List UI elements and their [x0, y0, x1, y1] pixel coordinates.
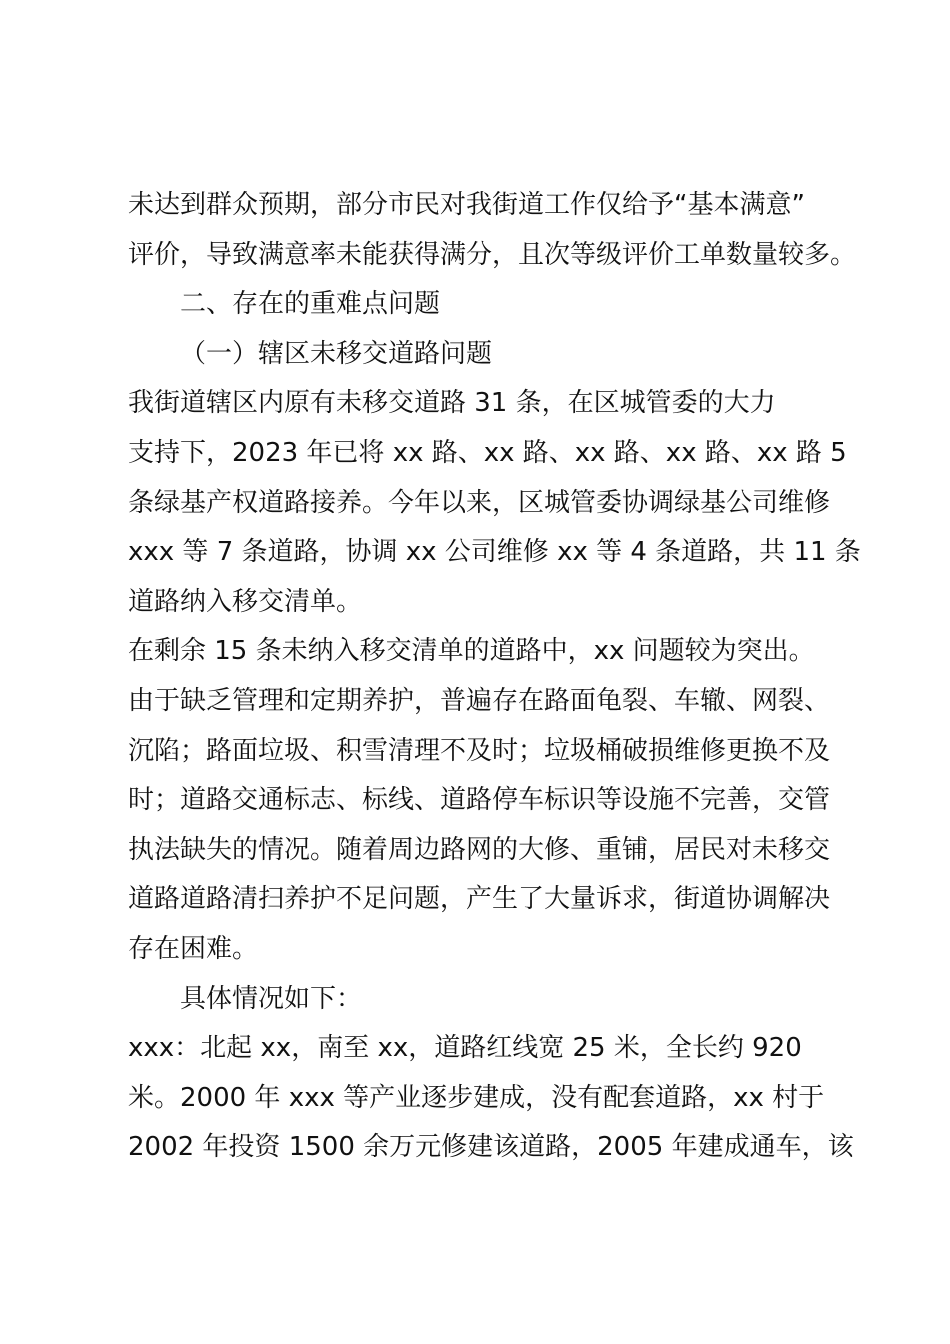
- text-line: xxx：北起 xx，南至 xx，道路红线宽 25 米，全长约 920: [128, 1033, 802, 1064]
- text-line: xxx 等 7 条道路，协调 xx 公司维修 xx 等 4 条道路，共 11 条: [128, 537, 861, 568]
- text-line: 支持下，2023 年已将 xx 路、xx 路、xx 路、xx 路、xx 路 5: [128, 437, 847, 468]
- paragraph-satisfaction: [128, 181, 857, 280]
- text-line: 由于缺乏管理和定期养护，普遍存在路面龟裂、车辙、网裂、: [128, 685, 831, 716]
- text-line: 我街道辖区内原有未移交道路 31 条，在区城管委的大力: [128, 388, 776, 419]
- text-line: 沉陷；路面垃圾、积雪清理不及时；垃圾桶破损维修更换不及: [128, 735, 831, 766]
- text-line: 存在困难。: [128, 933, 259, 964]
- section-heading: [128, 280, 848, 330]
- paragraph-details-intro: [128, 975, 848, 1025]
- text-line: 米。2000 年 xxx 等产业逐步建成，没有配套道路，xx 村于: [128, 1082, 825, 1113]
- paragraph-roads-overview: [128, 379, 861, 627]
- heading-text: （一）辖区未移交道路问题: [180, 338, 493, 369]
- text-line: 具体情况如下：: [180, 983, 363, 1014]
- text-line: 条绿基产权道路接养。今年以来，区城管委协调绿基公司维修: [128, 487, 831, 518]
- text-line: 道路道路清扫养护不足问题，产生了大量诉求，街道协调解决: [128, 884, 831, 915]
- text-line: 在剩余 15 条未纳入移交清单的道路中，xx 问题较为突出。: [128, 636, 815, 667]
- text-line: 执法缺失的情况。随着周边路网的大修、重铺，居民对未移交: [128, 834, 831, 865]
- text-line: 道路纳入移交清单。: [128, 586, 363, 617]
- subsection-heading: [128, 330, 848, 380]
- text-line: 评价，导致满意率未能获得满分，且次等级评价工单数量较多。: [128, 239, 857, 270]
- paragraph-road-detail: [128, 1024, 854, 1173]
- text-line: 2002 年投资 1500 余万元修建该道路，2005 年建成通车，该: [128, 1132, 854, 1163]
- document-body: [128, 181, 861, 1173]
- text-line: 未达到群众预期，部分市民对我街道工作仅给予“基本满意”: [128, 190, 805, 220]
- heading-text: 二、存在的重难点问题: [180, 289, 441, 320]
- paragraph-remaining-roads: [128, 627, 848, 974]
- text-line: 时；道路交通标志、标线、道路停车标识等设施不完善，交管: [128, 785, 831, 816]
